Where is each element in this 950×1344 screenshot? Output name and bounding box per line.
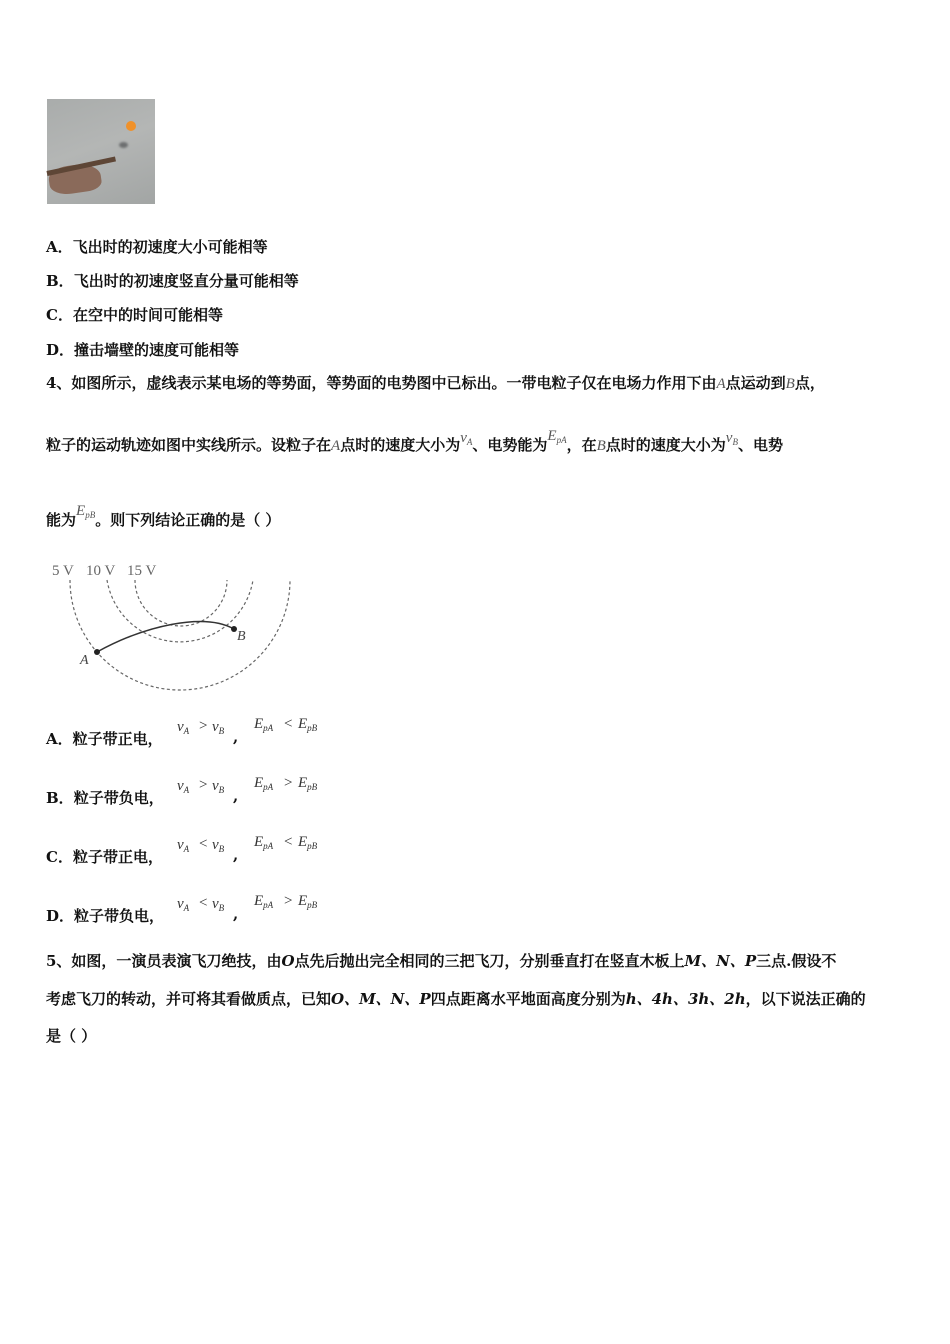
operator-1: >	[199, 777, 208, 793]
math-sub: B	[218, 903, 225, 913]
math-sub: B	[218, 844, 225, 854]
q4-text: 能为	[46, 511, 77, 529]
option-text: 在空中的时间可能相等	[72, 306, 223, 324]
q4-text: 4、如图所示，虚线表示某电场的等势面，等势面的电势图中已标出。一带电粒子仅在电场力作用下由	[46, 374, 717, 392]
q4-text: ，在	[566, 436, 597, 454]
operator-1: >	[199, 718, 208, 734]
ping-pong-photo	[47, 99, 155, 204]
math-sub: pB	[307, 723, 318, 733]
q5-text: 点先后抛出完全相同的三把飞刀，分别垂直打在竖直木板上	[294, 952, 685, 970]
math-E: E	[298, 893, 308, 909]
q4-line-1	[46, 373, 825, 394]
operator-1: <	[199, 836, 208, 852]
option-text: 飞出时的初速度竖直分量可能相等	[73, 272, 299, 290]
equipotential-15v	[135, 580, 227, 626]
math-E: E	[298, 775, 308, 791]
math-sub: pA	[263, 723, 274, 733]
q4-line-3	[46, 503, 281, 535]
q4-text: 点，	[794, 374, 825, 392]
label-15v: 15 V	[127, 563, 157, 579]
q4-text: 、电势能为	[472, 436, 548, 454]
option-letter: A．	[46, 730, 73, 748]
math-v: v	[212, 837, 219, 853]
option-text: 粒子带负电，	[73, 789, 164, 807]
math-E: E	[547, 428, 557, 444]
math-B: B	[596, 438, 606, 454]
math-heights: h、4h、3h、2h	[625, 990, 746, 1008]
option-letter: B．	[46, 272, 74, 290]
q4-text: 点运动到	[725, 374, 786, 392]
q5-text: 考虑飞刀的转动，并可将其看做质点，已知	[46, 990, 332, 1008]
math-A: A	[716, 376, 726, 392]
math-sub: A	[183, 903, 190, 913]
math-sub: pA	[556, 435, 567, 445]
math-sub: pA	[263, 841, 274, 851]
math-E: E	[76, 503, 86, 519]
option-text: 飞出时的初速度大小可能相等	[72, 238, 268, 256]
math-sub: pB	[307, 841, 318, 851]
comma: ,	[233, 728, 239, 746]
math-vB	[726, 430, 738, 446]
math-EpA	[547, 428, 566, 444]
equipotential-5v	[70, 580, 290, 690]
operator-2: <	[284, 834, 293, 850]
label-b: B	[237, 629, 246, 644]
particle-trajectory	[97, 622, 234, 652]
operator-2: <	[284, 716, 293, 732]
q4-text: 点时的速度大小为	[605, 436, 726, 454]
q5-line-2	[46, 989, 866, 1009]
option-letter: B．	[46, 789, 74, 807]
option-text: 粒子带负电，	[74, 907, 165, 925]
math-sub: A	[183, 785, 190, 795]
math-v: v	[177, 719, 184, 735]
option-text: 粒子带正电，	[72, 848, 163, 866]
math-OMNP: O、M、N、P	[331, 990, 431, 1008]
math-sub: A	[183, 844, 190, 854]
math-O: O	[281, 952, 295, 970]
math-E: E	[254, 834, 264, 850]
q4-text: 粒子的运动轨迹如图中实线所示。设粒子在	[46, 436, 332, 454]
math-B: B	[785, 376, 795, 392]
option-text: 粒子带正电，	[72, 730, 163, 748]
math-v: v	[177, 778, 184, 794]
math-A: A	[331, 438, 341, 454]
q5-line-1	[46, 951, 836, 971]
q4-option-a	[46, 716, 346, 752]
q4-option-b	[46, 775, 346, 811]
option-letter: A．	[46, 238, 73, 256]
math-v: v	[177, 837, 184, 853]
q5-text: ，以下说法正确的	[745, 990, 866, 1008]
q3-option-b	[46, 270, 299, 291]
q5-text: 是（ ）	[46, 1027, 97, 1045]
q4-text: 点时的速度大小为	[340, 436, 461, 454]
math-sub: B	[732, 437, 738, 447]
option-letter: C．	[46, 848, 73, 866]
q4-option-c	[46, 834, 346, 870]
comma: ,	[233, 905, 239, 923]
q4-option-d	[46, 893, 346, 929]
option-text: 撞击墙壁的速度可能相等	[74, 341, 240, 359]
math-E: E	[254, 893, 264, 909]
operator-1: <	[199, 895, 208, 911]
math-E: E	[254, 775, 264, 791]
label-a: A	[80, 653, 89, 668]
math-E: E	[298, 834, 308, 850]
math-v: v	[212, 778, 219, 794]
math-v: v	[725, 430, 733, 446]
math-sub: pA	[263, 900, 274, 910]
math-sub: pB	[307, 900, 318, 910]
q5-text: 四点距离水平地面高度分别为	[430, 990, 626, 1008]
q5-line-3	[46, 1026, 96, 1046]
math-E: E	[254, 716, 264, 732]
q3-option-c	[46, 304, 223, 325]
math-MNP: M、N、P	[684, 952, 757, 970]
math-EpB	[76, 503, 95, 519]
ball-shadow	[119, 142, 128, 148]
operator-2: >	[284, 775, 293, 791]
math-sub: A	[183, 726, 190, 736]
ball-icon	[126, 121, 136, 131]
math-v: v	[212, 896, 219, 912]
math-vA	[460, 430, 472, 446]
math-sub: B	[218, 785, 225, 795]
math-sub: B	[218, 726, 225, 736]
q3-option-d	[46, 339, 239, 360]
math-sub: pB	[85, 510, 96, 520]
operator-2: >	[284, 893, 293, 909]
q5-text: 三点.假设不	[756, 952, 837, 970]
option-letter: D．	[46, 341, 75, 359]
option-letter: C．	[46, 306, 73, 324]
q4-line-2	[46, 428, 783, 460]
math-sub: pA	[263, 782, 274, 792]
math-sub: pB	[307, 782, 318, 792]
math-v: v	[460, 430, 467, 446]
equipotential-figure	[44, 556, 304, 696]
q3-option-a	[46, 236, 268, 257]
math-v: v	[177, 896, 184, 912]
label-10v: 10 V	[86, 563, 116, 579]
comma: ,	[233, 846, 239, 864]
label-5v: 5 V	[52, 563, 74, 579]
math-E: E	[298, 716, 308, 732]
point-a-dot	[94, 649, 100, 655]
comma: ,	[233, 787, 239, 805]
q4-text: 、电势	[737, 436, 783, 454]
q4-text: 。则下列结论正确的是（ ）	[95, 511, 281, 529]
equipotential-10v	[107, 580, 253, 642]
q5-text: 5、如图，一演员表演飞刀绝技，由	[46, 952, 282, 970]
math-sub: A	[466, 437, 473, 447]
option-letter: D．	[46, 907, 75, 925]
math-v: v	[212, 719, 219, 735]
